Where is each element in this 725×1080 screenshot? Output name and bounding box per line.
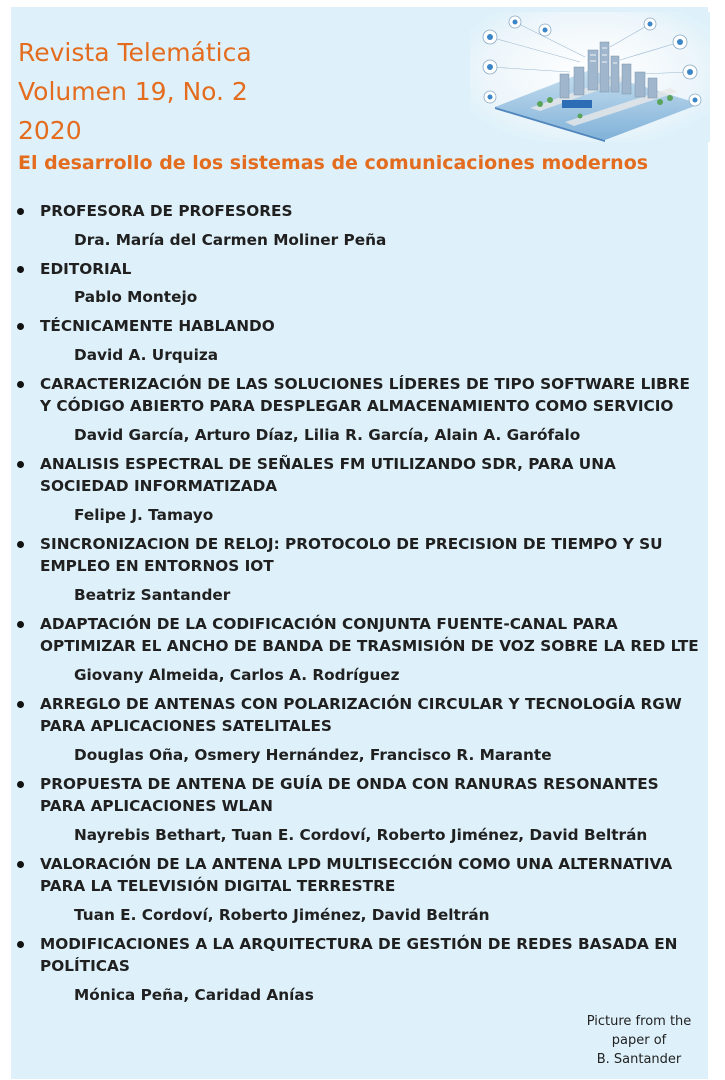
- bullet-icon: [17, 266, 24, 273]
- article-title: ARREGLO DE ANTENAS CON POLARIZACIÓN CIRCULAR Y TECNOLOGÍA RGW PARA APLICACIONES SATELITALES: [40, 694, 682, 735]
- credit-line-3: B. Santander: [596, 1052, 682, 1067]
- article-authors: Felipe J. Tamayo: [74, 505, 214, 524]
- bullet-icon: [17, 861, 24, 868]
- smart-city-graphic: [470, 12, 710, 142]
- article-item: [0, 933, 710, 1006]
- article-item: [0, 853, 710, 926]
- article-authors: Pablo Montejo: [74, 288, 198, 306]
- article-item: [0, 453, 710, 526]
- smart-city-illustration: [470, 12, 710, 142]
- article-authors: Mónica Peña, Caridad Anías: [74, 985, 314, 1004]
- article-title: VALORACIÓN DE LA ANTENA LPD MULTISECCIÓN COMO UNA ALTERNATIVA PARA LA TELEVISIÓN DIGITAL TERRESTRE: [40, 854, 673, 895]
- picture-credit: [583, 1012, 695, 1069]
- bullet-icon: [17, 208, 24, 215]
- article-authors: David García, Arturo Díaz, Lilia R. García, Alain A. Garófalo: [74, 425, 581, 444]
- article-authors: Dra. María del Carmen Moliner Peña: [74, 230, 387, 249]
- article-item: [0, 315, 710, 366]
- bullet-icon: [17, 621, 24, 628]
- credit-line-1: Picture from the: [586, 1014, 692, 1029]
- journal-year: 2020: [18, 116, 82, 145]
- article-item: [0, 258, 710, 309]
- article-authors: Tuan E. Cordoví, Roberto Jiménez, David Beltrán: [74, 905, 490, 924]
- article-title: CARACTERIZACIÓN DE LAS SOLUCIONES LÍDERES DE TIPO SOFTWARE LIBRE Y CÓDIGO ABIERTO PARA DESPLEGAR ALMACENAMIENTO COMO SERVICIO: [40, 374, 690, 415]
- issue-subtitle: El desarrollo de los sistemas de comunicaciones modernos: [18, 152, 649, 174]
- journal-volume: Volumen 19, No. 2: [18, 77, 248, 106]
- article-title: SINCRONIZACION DE RELOJ: PROTOCOLO DE PRECISION DE TIEMPO Y SU EMPLEO EN ENTORNOS IOT: [40, 534, 663, 575]
- bullet-icon: [17, 541, 24, 548]
- article-authors: Douglas Oña, Osmery Hernández, Francisco R. Marante: [74, 745, 552, 764]
- article-title: PROPUESTA DE ANTENA DE GUÍA DE ONDA CON RANURAS RESONANTES PARA APLICACIONES WLAN: [40, 774, 659, 815]
- article-title: ADAPTACIÓN DE LA CODIFICACIÓN CONJUNTA FUENTE-CANAL PARA OPTIMIZAR EL ANCHO DE BANDA DE TRASMISIÓN DE VOZ SOBRE LA RED LTE: [40, 614, 699, 655]
- article-item: [0, 773, 710, 846]
- article-item: [0, 693, 710, 766]
- bullet-icon: [17, 781, 24, 788]
- bullet-icon: [17, 323, 24, 330]
- article-authors: Beatriz Santander: [74, 585, 231, 604]
- article-authors: Giovany Almeida, Carlos A. Rodríguez: [74, 665, 400, 684]
- article-title: ANALISIS ESPECTRAL DE SEÑALES FM UTILIZANDO SDR, PARA UNA SOCIEDAD INFORMATIZADA: [40, 454, 616, 495]
- article-item: [0, 200, 710, 251]
- article-authors: David A. Urquiza: [74, 345, 219, 364]
- bullet-icon: [17, 381, 24, 388]
- article-authors: Nayrebis Bethart, Tuan E. Cordoví, Roberto Jiménez, David Beltrán: [74, 825, 648, 844]
- credit-line-2: paper of: [611, 1033, 667, 1048]
- article-item: [0, 533, 710, 606]
- bullet-icon: [17, 701, 24, 708]
- bullet-icon: [17, 941, 24, 948]
- article-title: EDITORIAL: [40, 259, 132, 278]
- article-title: MODIFICACIONES A LA ARQUITECTURA DE GESTIÓN DE REDES BASADA EN POLÍTICAS: [40, 934, 678, 975]
- article-item: [0, 613, 710, 686]
- article-list: [0, 200, 710, 1013]
- journal-name: Revista Telemática: [18, 38, 252, 67]
- bullet-icon: [17, 461, 24, 468]
- article-item: [0, 373, 710, 446]
- article-title: PROFESORA DE PROFESORES: [40, 202, 293, 220]
- journal-heading: [18, 33, 252, 150]
- article-title: TÉCNICAMENTE HABLANDO: [40, 317, 275, 335]
